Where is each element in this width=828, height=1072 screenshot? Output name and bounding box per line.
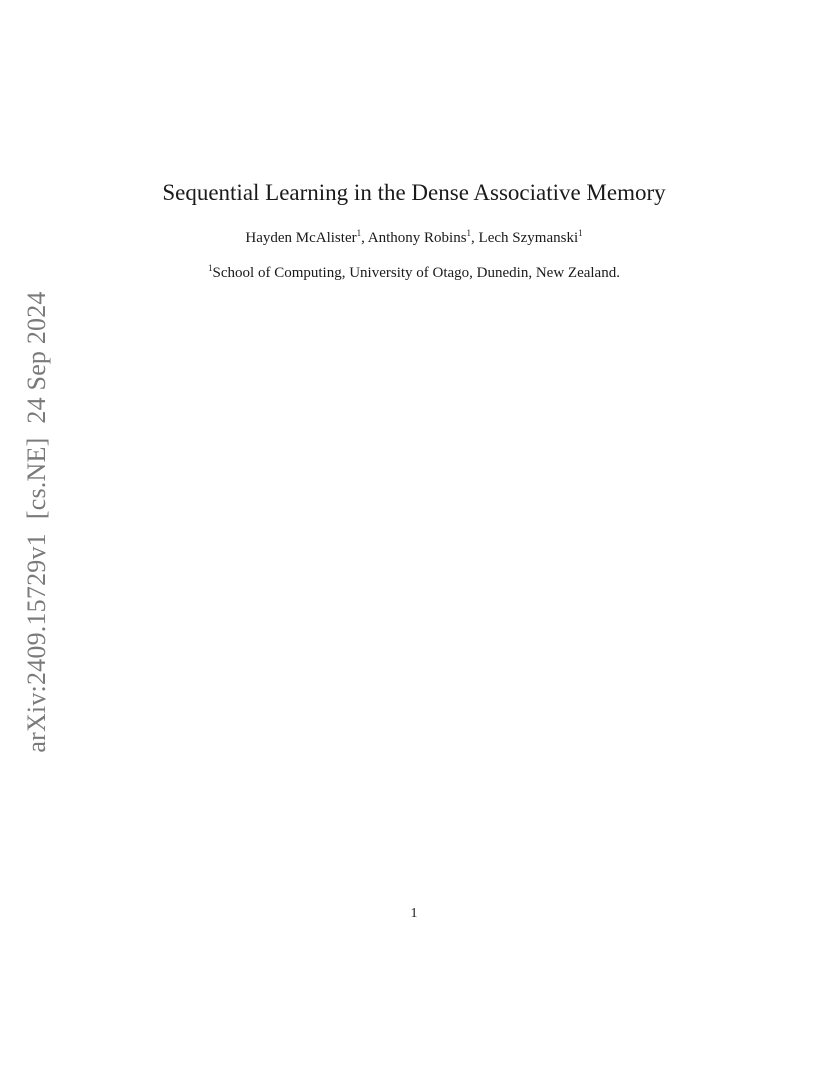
author-affiliation-marker: 1 <box>466 228 472 238</box>
paper-title: Sequential Learning in the Dense Associative Memory <box>162 180 666 205</box>
arxiv-identifier: arXiv:2409.15729v1 <box>22 533 51 753</box>
affiliation-text: School of Computing, University of Otago, Dunedin, New Zealand. <box>212 265 620 281</box>
author-name: Anthony Robins <box>367 230 467 246</box>
page-number: 1 <box>410 906 418 921</box>
author-separator: , <box>471 230 479 246</box>
arxiv-date: 24 Sep 2024 <box>22 291 51 424</box>
author-affiliation-marker: 1 <box>578 228 583 238</box>
arxiv-stamp <box>22 291 52 752</box>
author-separator: , <box>361 230 368 246</box>
arxiv-category: [cs.NE] <box>22 437 51 520</box>
author-list <box>0 230 828 247</box>
author-affiliation-marker: 1 <box>356 228 362 238</box>
affiliation-marker: 1 <box>208 263 213 273</box>
author-name: Hayden McAlister <box>245 230 357 246</box>
affiliation <box>0 265 828 282</box>
author-name: Lech Szymanski <box>478 230 579 246</box>
